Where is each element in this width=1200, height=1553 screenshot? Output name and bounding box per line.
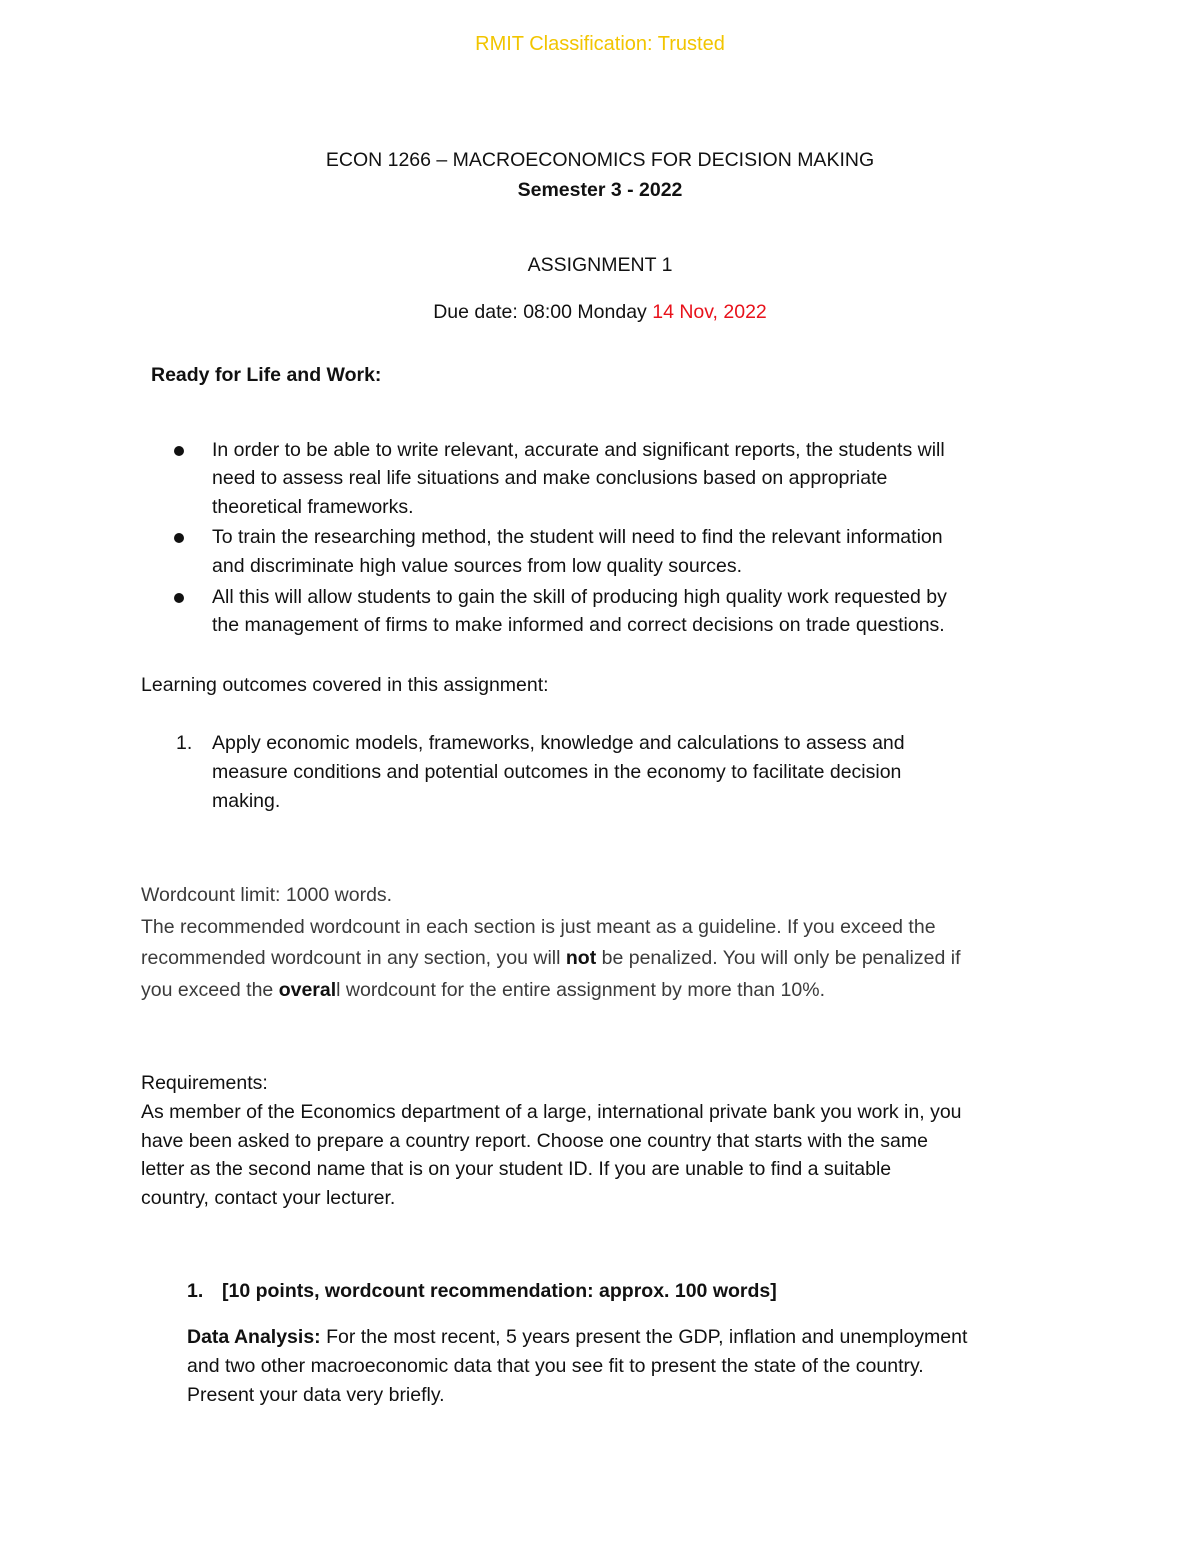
requirements-line-2: have been asked to prepare a country report. Choose one country that starts with the same [141,1130,928,1152]
bullet-icon [174,593,184,603]
due-date-value: 14 Nov, 2022 [652,301,767,323]
task-1-line-2: and two other macroeconomic data that you see fit to present the state of the country. [187,1355,924,1377]
course-title: ECON 1266 – MACROECONOMICS FOR DECISION MAKING [325,149,875,171]
bullet-icon [174,533,184,543]
task-1-number: 1. [187,1280,204,1302]
ready-bullet-1-line-1: In order to be able to write relevant, accurate and significant reports, the students will [212,439,945,461]
task-1-line-3: Present your data very briefly. [187,1384,445,1406]
requirements-line-1: As member of the Economics department of a large, international private bank you work in, you [141,1101,962,1123]
outcome-1-line-3: making. [212,790,281,812]
due-date-prefix: Due date: 08:00 Monday [433,301,653,323]
wordcount-limit: Wordcount limit: 1000 words. [141,884,393,906]
wordcount-line-1: The recommended wordcount in each section is just meant as a guideline. If you exceed the [141,916,936,938]
wordcount-line-2 [141,944,960,973]
assignment-title [0,251,1200,280]
semester-label: Semester 3 - 2022 [517,179,683,201]
ready-bullet-2-line-1: To train the researching method, the student will need to find the relevant information [212,526,943,548]
wordcount-line-3-a: you exceed the [141,979,279,1001]
wordcount-line-2-a: recommended wordcount in any section, you will [141,947,566,969]
ready-bullet-2-line-2: and discriminate high value sources from low quality sources. [212,555,742,577]
data-analysis-label: Data Analysis: [187,1326,321,1348]
task-1-line-1-rest: For the most recent, 5 years present the GDP, inflation and unemployment [320,1326,968,1348]
task-1-heading: [10 points, wordcount recommendation: approx. 100 words] [222,1280,777,1302]
requirements-line-4: country, contact your lecturer. [141,1187,396,1209]
ready-bullet-3-line-2: the management of firms to make informed and correct decisions on trade questions. [212,614,945,636]
outcome-1-line-2: measure conditions and potential outcomes in the economy to facilitate decision [212,761,902,783]
ready-bullet-1-line-2: need to assess real life situations and make conclusions based on appropriate [212,467,888,489]
wordcount-overall-emphasis: overal [278,979,337,1001]
requirements-line-3: letter as the second name that is on your student ID. If you are unable to find a suitable [141,1158,892,1180]
ready-bullet-3-line-1: All this will allow students to gain the skill of producing high quality work requested by [212,586,947,608]
ready-bullet-1-line-3: theoretical frameworks. [212,496,414,518]
outcome-number: 1. [176,732,193,754]
assignment-title-text: ASSIGNMENT 1 [527,254,673,276]
outcome-1-line-1: Apply economic models, frameworks, knowledge and calculations to assess and [212,732,905,754]
ready-heading: Ready for Life and Work: [151,364,382,386]
classification-label: RMIT Classification: Trusted [475,33,725,55]
due-date-line [0,298,1200,327]
wordcount-line-3 [141,976,825,1005]
wordcount-line-3-b: l wordcount for the entire assignment by more than 10%. [336,979,825,1001]
bullet-icon [174,446,184,456]
outcomes-heading: Learning outcomes covered in this assignment: [141,674,549,696]
wordcount-line-2-b: be penalized. You will only be penalized if [596,947,961,969]
task-1-line-1 [187,1323,967,1352]
wordcount-not-emphasis: not [565,947,597,969]
requirements-heading: Requirements: [141,1072,268,1094]
